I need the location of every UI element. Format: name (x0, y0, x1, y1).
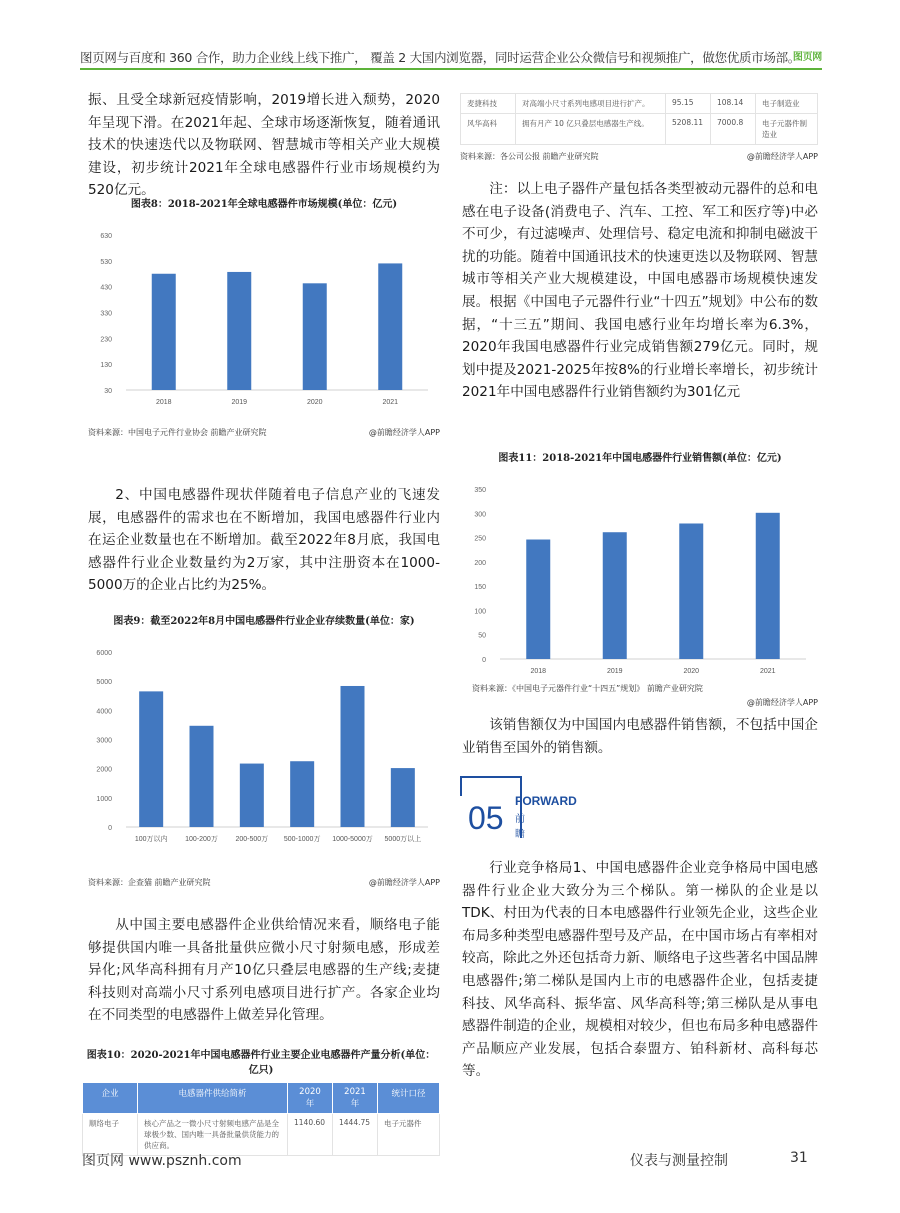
col-header: 统计口径 (378, 1083, 440, 1114)
x-tick-label: 200-500万 (235, 836, 269, 843)
page-header (80, 48, 822, 70)
left-paragraph-2: 2、中国电感器件现状伴随着电子信息产业的飞速发展，电感器件的需求也在不断增加，我国电感器件行业内在运企业数量也在不断增加。截至2022年8月底，我国电感器件行业企业数量约为2万家，其中注册资本在1000-5000万的企业占比约为25%。 (88, 487, 440, 594)
bar (190, 726, 214, 827)
bar (603, 532, 627, 659)
y-tick-label: 4000 (96, 708, 112, 716)
cell: 95.15 (666, 94, 711, 114)
y-tick-label: 430 (100, 284, 112, 292)
header-logo[interactable]: 图页网 (792, 52, 822, 63)
table-credit: @前瞻经济学人APP (746, 152, 818, 161)
left-paragraph-3: 从中国主要电感器件企业供给情况来看，顺络电子能够提供国内唯一具备批量供应微小尺寸射频电感，形成差异化;风华高科拥有月产10亿只叠层电感器的生产线;麦捷科技则对高端小尺寸系列电感项目进行扩产。各家企业均在不同类型的电感器件上做差异化管理。 (88, 917, 440, 1024)
right-paragraph-1: 注：以上电子器件产量包括各类型被动元器件的总和电感在电子设备(消费电子、汽车、工控、军工和医疗等)中必不可少，有过滤噪声、处理信号、稳定电流和抑制电磁波干扰的功能。随着中国通讯技术的快速更迭以及物联网、智慧城市等相关产业大规模建设，中国电感器市场规模快速发展。根据《中国电子元器件行业“十四五”规划》中公布的数据，“十三五”期间、我国电感行业年均增长率为6.3%，2020年我国电感器件行业完成销售额279亿元。同时，规划中提及2021-2025年按8%的行业增长率增长，初步统计2021年中国电感器件行业销售额约为301亿元 (462, 181, 818, 401)
chart-svg (462, 464, 818, 689)
cell: 电子元器件 (378, 1114, 440, 1156)
y-tick-label: 100 (474, 608, 486, 616)
cell: 顺络电子 (83, 1114, 138, 1156)
bar (240, 764, 264, 827)
bar (756, 513, 780, 659)
bar (341, 686, 365, 827)
chart-svg (88, 627, 440, 857)
y-tick-label: 200 (474, 559, 486, 567)
x-tick-label: 500-1000万 (283, 836, 321, 843)
right-paragraph-3: 行业竞争格局1、中国电感器件企业竞争格局中国电感器件行业企业大致分为三个梯队。第一梯队的企业是以TDK、村田为代表的日本电感器件行业领先企业，这些企业布局多种类型电感器件型号及产品，在中国市场占有率相对较高，除此之外还包括奇力新、顺络电子这些著名中国品牌电感器件;第二梯队是国内上市的电感器件企业，包括麦捷科技、风华高科、振华富、风华高科等;第三梯队是从事电感器件制造的企业，规模相对较少，但也布局多种电感器件产品顺应产业发展，包括合泰盟方、铂科新材、高科每芯等。 (462, 860, 818, 1080)
bar (303, 283, 327, 390)
cell: 麦捷科技 (461, 94, 516, 114)
y-tick-label: 300 (474, 511, 486, 519)
x-tick-label: 2021 (382, 399, 399, 406)
bar (139, 691, 163, 827)
cell: 核心产品之一微小尺寸射频电感产品是全球极少数、国内唯一具备批量供货能力的供应商。 (138, 1114, 288, 1156)
table-10 (82, 1046, 440, 1156)
y-tick-label: 530 (100, 258, 112, 266)
col-header: 电感器件供给简析 (138, 1083, 288, 1114)
footer-site[interactable]: 图页网 www.psznh.com (82, 1153, 242, 1169)
y-tick-label: 0 (482, 657, 486, 664)
section-number: 05 (468, 800, 504, 836)
table-row (461, 114, 818, 145)
cell: 5208.11 (666, 114, 711, 145)
x-tick-label: 2018 (155, 399, 172, 406)
chart-title: 图表9：截至2022年8月中国电感器件行业企业存续数量(单位：家) (113, 616, 415, 627)
y-tick-label: 3000 (96, 737, 112, 745)
y-tick-label: 0 (108, 825, 112, 832)
x-tick-label: 5000万以上 (384, 836, 422, 843)
y-tick-label: 6000 (96, 650, 112, 657)
chart-8 (88, 195, 440, 440)
x-tick-label: 2019 (606, 668, 623, 675)
cell: 7000.8 (711, 114, 756, 145)
chart-title: 图表8：2018-2021年全球电感器件市场规模(单位：亿元) (130, 199, 398, 210)
bar (679, 523, 703, 659)
right-paragraph-2: 该销售额仅为中国国内电感器件销售额，不包括中国企业销售至国外的销售额。 (462, 717, 818, 756)
col-header: 2020 年 (288, 1083, 333, 1114)
production-table (82, 1082, 440, 1156)
x-tick-label: 2018 (530, 668, 547, 675)
y-tick-label: 150 (474, 584, 486, 592)
table-source: 资料来源：各公司公报 前瞻产业研究院 (460, 152, 599, 161)
cell: 拥有月产 10 亿只叠层电感器生产线。 (516, 114, 666, 145)
chart-title: 图表11：2018-2021年中国电感器件行业销售额(单位：亿元) (498, 453, 782, 464)
y-tick-label: 30 (104, 388, 112, 395)
cell: 1140.60 (288, 1114, 333, 1156)
y-tick-label: 5000 (96, 679, 112, 687)
col-header: 2021 年 (333, 1083, 378, 1114)
x-tick-label: 2020 (683, 668, 700, 675)
chart-11 (462, 449, 818, 711)
cell: 电子元器件制造业 (756, 114, 818, 145)
chart-credit: @前瞻经济学人APP (368, 428, 440, 437)
y-tick-label: 330 (100, 310, 112, 318)
production-table-continued (460, 93, 818, 145)
cell: 电子制造业 (756, 94, 818, 114)
y-tick-label: 350 (474, 487, 486, 494)
y-tick-label: 1000 (96, 795, 112, 803)
y-tick-label: 130 (100, 362, 112, 370)
left-paragraph-1: 振、且受全球新冠疫情影响，2019增长进入颓势，2020年呈现下滑。在2021年起、全球市场逐渐恢复，随着通讯技术的快速迭代以及物联网、智慧城市等相关产业大规模建设，初步统计2021年全球电感器件行业市场规模约为520亿元。 (88, 92, 440, 199)
x-tick-label: 2021 (759, 668, 776, 675)
chart-source: 资料来源：中国电子元件行业协会 前瞻产业研究院 (88, 428, 267, 437)
col-header: 企业 (83, 1083, 138, 1114)
y-tick-label: 630 (100, 233, 112, 240)
table-row (461, 94, 818, 114)
cell: 108.14 (711, 94, 756, 114)
bar (152, 274, 176, 390)
bar (526, 540, 550, 659)
chart-credit: @前瞻经济学人APP (368, 878, 440, 887)
table-10-continued (460, 93, 818, 165)
page-number: 31 (790, 1150, 808, 1166)
y-tick-label: 50 (478, 632, 486, 640)
chart-9 (88, 612, 440, 892)
y-tick-label: 230 (100, 336, 112, 344)
section-label-cn: 前瞻 (515, 814, 525, 840)
bar (391, 768, 415, 827)
cell: 对高端小尺寸系列电感项目进行扩产。 (516, 94, 666, 114)
table-title: 图表10：2020-2021年中国电感器件行业主要企业电感器件产量分析(单位：亿只) (86, 1050, 436, 1076)
x-tick-label: 100万以内 (134, 836, 168, 843)
y-tick-label: 250 (474, 535, 486, 543)
y-tick-label: 2000 (96, 766, 112, 774)
header-text: 图页网与百度和 360 合作，助力企业线上线下推广， 覆盖 2 大国内浏览器，同时运营企业公众微信号和视频推广，做您优质市场部。 (80, 50, 800, 65)
footer-title: 仪表与测量控制 (630, 1153, 728, 1169)
cell: 风华高科 (461, 114, 516, 145)
section-badge (460, 776, 577, 840)
section-label-en: FORWARD (515, 794, 577, 808)
bar (378, 263, 402, 390)
table-header-row (83, 1083, 440, 1114)
bar (290, 761, 314, 827)
chart-svg (88, 210, 440, 420)
x-tick-label: 1000-5000万 (332, 836, 373, 843)
cell: 1444.75 (333, 1114, 378, 1156)
x-tick-label: 2019 (231, 399, 248, 406)
chart-source: 资料来源：《中国电子元器件行业“十四五”规划》 前瞻产业研究院 (472, 684, 703, 693)
x-tick-label: 2020 (306, 399, 323, 406)
x-tick-label: 100-200万 (185, 836, 218, 843)
chart-source: 资料来源：企查猫 前瞻产业研究院 (88, 878, 211, 887)
chart-credit: @前瞻经济学人APP (746, 698, 818, 707)
bar (227, 272, 251, 390)
